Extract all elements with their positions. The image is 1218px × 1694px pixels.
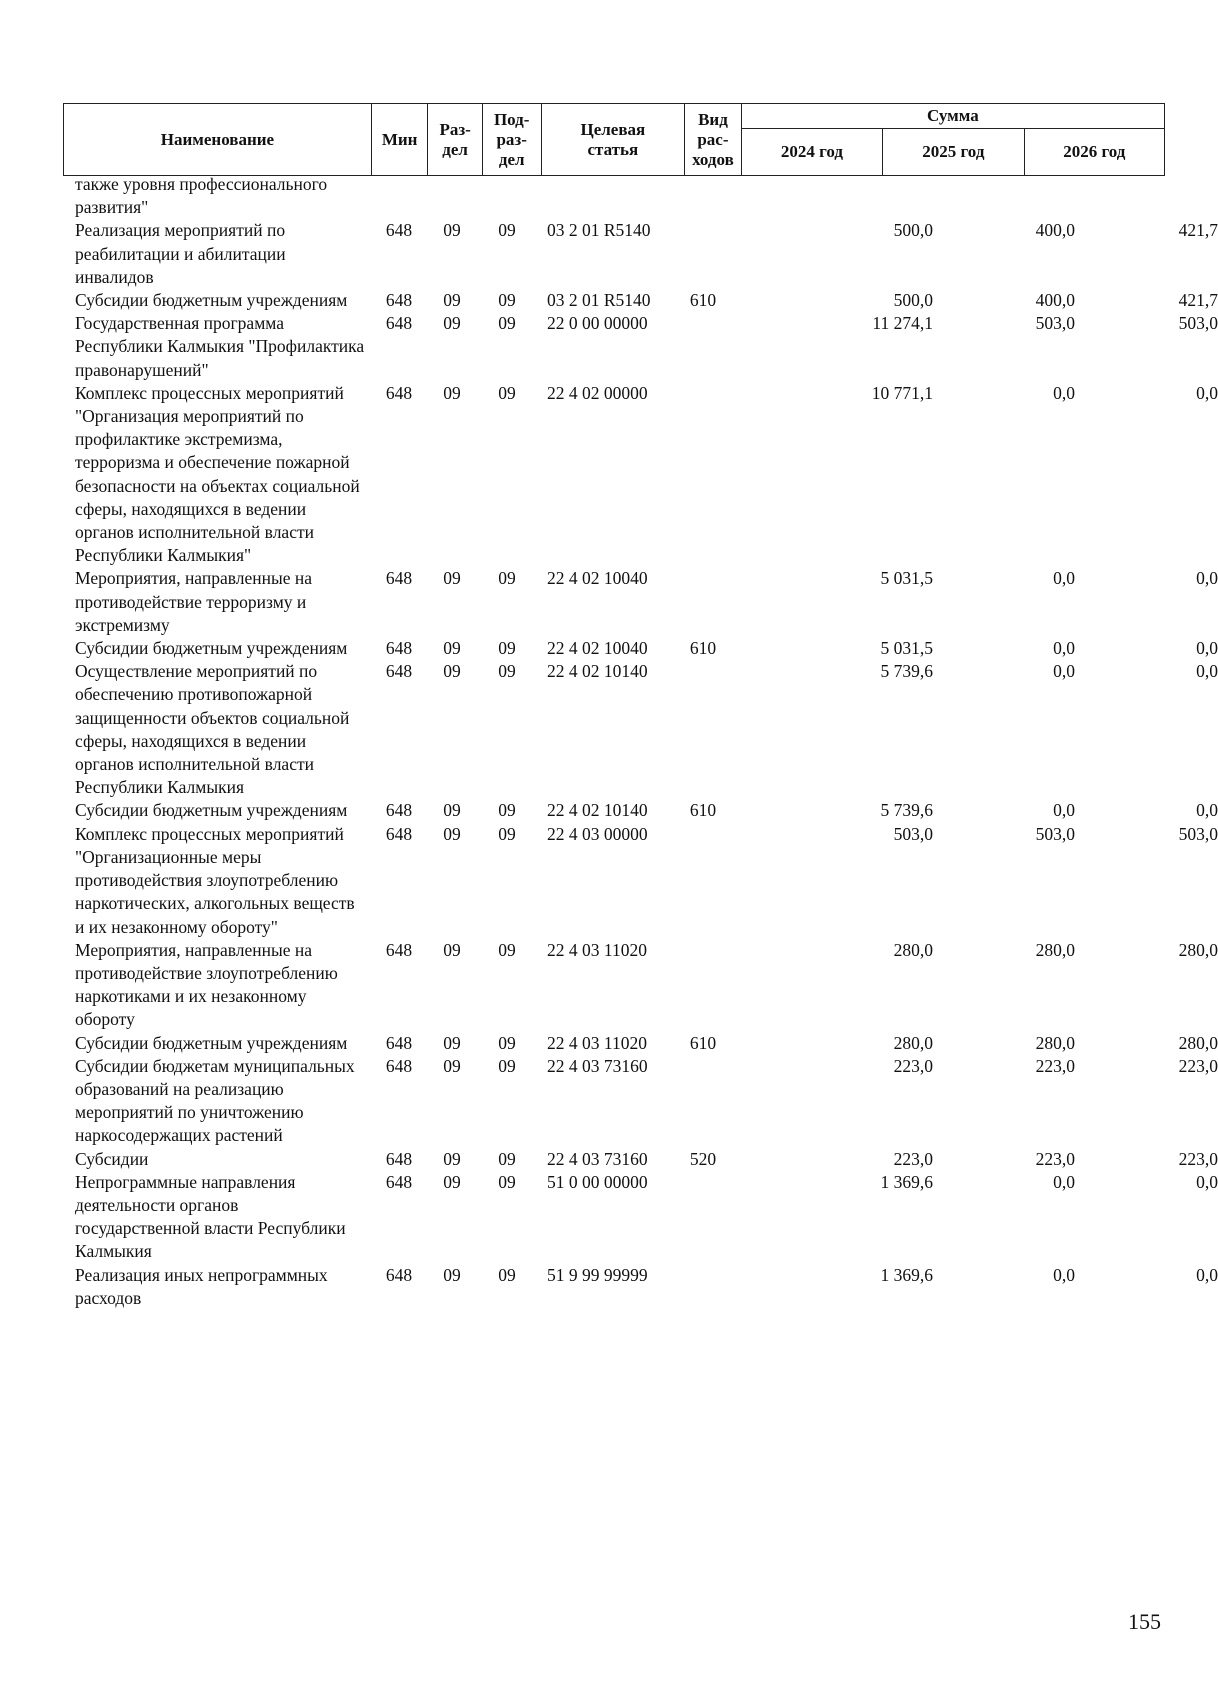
row-sum-2025: 0,0 (1053, 800, 1075, 821)
table-row (63, 1264, 1218, 1310)
row-celevaya-statya: 03 2 01 R5140 (547, 290, 651, 311)
table-row (63, 173, 1173, 219)
row-name: Субсидии бюджетным учреждениям (75, 290, 348, 311)
row-podrazdel: 09 (498, 823, 516, 844)
header-name: Наименование (64, 104, 372, 176)
row-razdel: 09 (443, 661, 461, 682)
table-row (63, 939, 1218, 1032)
row-sum-2024: 5 031,5 (880, 568, 933, 589)
table-row (63, 1148, 1218, 1171)
row-celevaya-statya: 51 0 00 00000 (547, 1171, 648, 1192)
table-header (63, 103, 1165, 176)
table-row (63, 312, 1218, 382)
row-podrazdel: 09 (498, 290, 516, 311)
row-sum-2024: 280,0 (893, 1032, 933, 1053)
row-min: 648 (385, 800, 413, 821)
row-podrazdel: 09 (498, 568, 516, 589)
row-sum-2026: 280,0 (1178, 1032, 1218, 1053)
row-podrazdel: 09 (498, 1055, 516, 1076)
row-name: Субсидии бюджетам муниципальных образований на реализацию мероприятий по уничтожению наркосодержащих растений (75, 1055, 355, 1146)
row-name: Комплекс процессных мероприятий "Организация мероприятий по профилактике экстремизма, терроризма и обеспечение пожарной безопасности на объектах социальной сферы, находящихся в ведении органов исполнительной власти Республики Калмыкия" (75, 382, 360, 566)
row-razdel: 09 (443, 1032, 461, 1053)
row-celevaya-statya: 51 9 99 99999 (547, 1264, 648, 1285)
table-row (63, 219, 1218, 289)
row-podrazdel: 09 (498, 800, 516, 821)
row-sum-2024: 10 771,1 (871, 382, 933, 403)
row-sum-2024: 5 739,6 (880, 661, 933, 682)
row-sum-2024: 1 369,6 (880, 1264, 933, 1285)
row-podrazdel: 09 (498, 1032, 516, 1053)
row-podrazdel: 09 (498, 382, 516, 403)
row-min: 648 (385, 638, 413, 659)
row-celevaya-statya: 22 4 03 00000 (547, 823, 648, 844)
row-sum-2024: 5 031,5 (880, 638, 933, 659)
row-podrazdel: 09 (498, 1148, 516, 1169)
table-row (63, 1171, 1218, 1264)
row-sum-2024: 280,0 (893, 939, 933, 960)
table-row (63, 1032, 1218, 1055)
row-sum-2024: 223,0 (893, 1148, 933, 1169)
row-name: Комплекс процессных мероприятий "Организационные меры противодействия злоупотреблению наркотических, алкогольных веществ и их незаконному обороту" (75, 823, 355, 937)
row-min: 648 (385, 939, 413, 960)
row-name: Субсидии бюджетным учреждениям (75, 800, 348, 821)
row-podrazdel: 09 (498, 939, 516, 960)
table-row (63, 1055, 1218, 1148)
row-name: Субсидии (75, 1148, 149, 1169)
row-sum-2025: 0,0 (1053, 1264, 1075, 1285)
row-sum-2025: 223,0 (1035, 1055, 1075, 1076)
header-summa: Сумма (741, 104, 1164, 129)
row-min: 648 (385, 1264, 413, 1285)
row-sum-2026: 0,0 (1196, 800, 1218, 821)
row-razdel: 09 (443, 220, 461, 241)
row-celevaya-statya: 22 4 02 00000 (547, 382, 648, 403)
header-year-2024: 2024 год (741, 129, 882, 176)
row-sum-2024: 5 739,6 (880, 800, 933, 821)
row-name: Мероприятия, направленные на противодействие злоупотреблению наркотиками и их незаконному обороту (75, 939, 338, 1030)
header-year-2025: 2025 год (883, 129, 1024, 176)
row-sum-2025: 0,0 (1053, 661, 1075, 682)
row-sum-2026: 421,7 (1178, 220, 1218, 241)
row-sum-2026: 0,0 (1196, 638, 1218, 659)
table-body (63, 173, 1218, 1310)
row-celevaya-statya: 22 4 02 10040 (547, 568, 648, 589)
table-row (63, 799, 1218, 822)
row-min: 648 (385, 382, 413, 403)
row-name: Непрограммные направления деятельности органов государственной власти Республики Калмыкия (75, 1171, 346, 1262)
row-sum-2025: 0,0 (1053, 382, 1075, 403)
row-razdel: 09 (443, 313, 461, 334)
row-razdel: 09 (443, 823, 461, 844)
row-sum-2026: 0,0 (1196, 1171, 1218, 1192)
row-sum-2025: 503,0 (1035, 823, 1075, 844)
row-razdel: 09 (443, 939, 461, 960)
header-vid-rashodov: Вид рас- ходов (685, 104, 742, 176)
row-name: Субсидии бюджетным учреждениям (75, 1032, 348, 1053)
row-sum-2024: 223,0 (893, 1055, 933, 1076)
row-name: Реализация иных непрограммных расходов (75, 1264, 328, 1308)
row-sum-2026: 223,0 (1178, 1148, 1218, 1169)
row-razdel: 09 (443, 1171, 461, 1192)
row-min: 648 (385, 1032, 413, 1053)
row-min: 648 (385, 661, 413, 682)
row-razdel: 09 (443, 1055, 461, 1076)
table-row (63, 567, 1218, 637)
row-vid-rashodov: 520 (689, 1148, 717, 1169)
row-sum-2025: 503,0 (1035, 313, 1075, 334)
row-sum-2026: 503,0 (1178, 823, 1218, 844)
row-celevaya-statya: 22 4 03 73160 (547, 1148, 648, 1169)
row-sum-2025: 280,0 (1035, 939, 1075, 960)
row-celevaya-statya: 22 4 02 10040 (547, 638, 648, 659)
header-min: Мин (371, 104, 428, 176)
row-name: Реализация мероприятий по реабилитации и абилитации инвалидов (75, 220, 286, 287)
row-name: Осуществление мероприятий по обеспечению противопожарной защищенности объектов социальной сферы, находящихся в ведении органов исполнительной власти Республики Калмыкия (75, 661, 350, 798)
row-sum-2025: 0,0 (1053, 638, 1075, 659)
row-vid-rashodov: 610 (689, 638, 717, 659)
header-razdel: Раз- дел (428, 104, 482, 176)
row-razdel: 09 (443, 1148, 461, 1169)
row-podrazdel: 09 (498, 1171, 516, 1192)
row-celevaya-statya: 03 2 01 R5140 (547, 220, 651, 241)
row-min: 648 (385, 313, 413, 334)
row-podrazdel: 09 (498, 220, 516, 241)
table-row (63, 382, 1218, 568)
row-name: Мероприятия, направленные на противодействие терроризму и экстремизму (75, 568, 313, 635)
row-celevaya-statya: 22 4 03 11020 (547, 939, 647, 960)
row-name: также уровня профессионального развития" (75, 174, 328, 218)
row-sum-2024: 503,0 (893, 823, 933, 844)
row-sum-2025: 280,0 (1035, 1032, 1075, 1053)
row-vid-rashodov: 610 (689, 800, 717, 821)
row-min: 648 (385, 568, 413, 589)
header-year-2026: 2026 год (1024, 129, 1164, 176)
row-razdel: 09 (443, 382, 461, 403)
row-sum-2025: 0,0 (1053, 568, 1075, 589)
row-razdel: 09 (443, 1264, 461, 1285)
row-celevaya-statya: 22 4 02 10140 (547, 661, 648, 682)
row-razdel: 09 (443, 290, 461, 311)
row-sum-2024: 11 274,1 (872, 313, 933, 334)
row-sum-2026: 503,0 (1178, 313, 1218, 334)
row-vid-rashodov: 610 (689, 290, 717, 311)
header-podrazdel: Под- раз- дел (482, 104, 541, 176)
row-sum-2025: 400,0 (1035, 220, 1075, 241)
row-sum-2024: 1 369,6 (880, 1171, 933, 1192)
table-row (63, 637, 1218, 660)
row-podrazdel: 09 (498, 638, 516, 659)
row-min: 648 (385, 823, 413, 844)
row-podrazdel: 09 (498, 661, 516, 682)
row-min: 648 (385, 1055, 413, 1076)
table-row (63, 289, 1218, 312)
row-sum-2024: 500,0 (893, 220, 933, 241)
row-min: 648 (385, 1148, 413, 1169)
row-sum-2025: 223,0 (1035, 1148, 1075, 1169)
table-row (63, 660, 1218, 799)
row-min: 648 (385, 220, 413, 241)
row-sum-2026: 0,0 (1196, 382, 1218, 403)
row-vid-rashodov: 610 (689, 1032, 717, 1053)
header-celevaya-statya: Целевая статья (541, 104, 685, 176)
row-sum-2026: 280,0 (1178, 939, 1218, 960)
row-podrazdel: 09 (498, 1264, 516, 1285)
row-sum-2024: 500,0 (893, 290, 933, 311)
table-row (63, 823, 1218, 939)
row-podrazdel: 09 (498, 313, 516, 334)
row-sum-2026: 0,0 (1196, 1264, 1218, 1285)
row-name: Государственная программа Республики Калмыкия "Профилактика правонарушений" (75, 313, 365, 380)
row-name: Субсидии бюджетным учреждениям (75, 638, 348, 659)
row-sum-2026: 421,7 (1178, 290, 1218, 311)
row-sum-2026: 0,0 (1196, 568, 1218, 589)
row-min: 648 (385, 290, 413, 311)
row-razdel: 09 (443, 800, 461, 821)
row-celevaya-statya: 22 4 03 11020 (547, 1032, 647, 1053)
row-celevaya-statya: 22 4 02 10140 (547, 800, 648, 821)
page-number: 155 (1128, 1609, 1161, 1634)
row-razdel: 09 (443, 638, 461, 659)
row-celevaya-statya: 22 0 00 00000 (547, 313, 648, 334)
row-min: 648 (385, 1171, 413, 1192)
row-sum-2025: 400,0 (1035, 290, 1075, 311)
row-razdel: 09 (443, 568, 461, 589)
row-sum-2026: 223,0 (1178, 1055, 1218, 1076)
row-sum-2026: 0,0 (1196, 661, 1218, 682)
row-celevaya-statya: 22 4 03 73160 (547, 1055, 648, 1076)
row-sum-2025: 0,0 (1053, 1171, 1075, 1192)
